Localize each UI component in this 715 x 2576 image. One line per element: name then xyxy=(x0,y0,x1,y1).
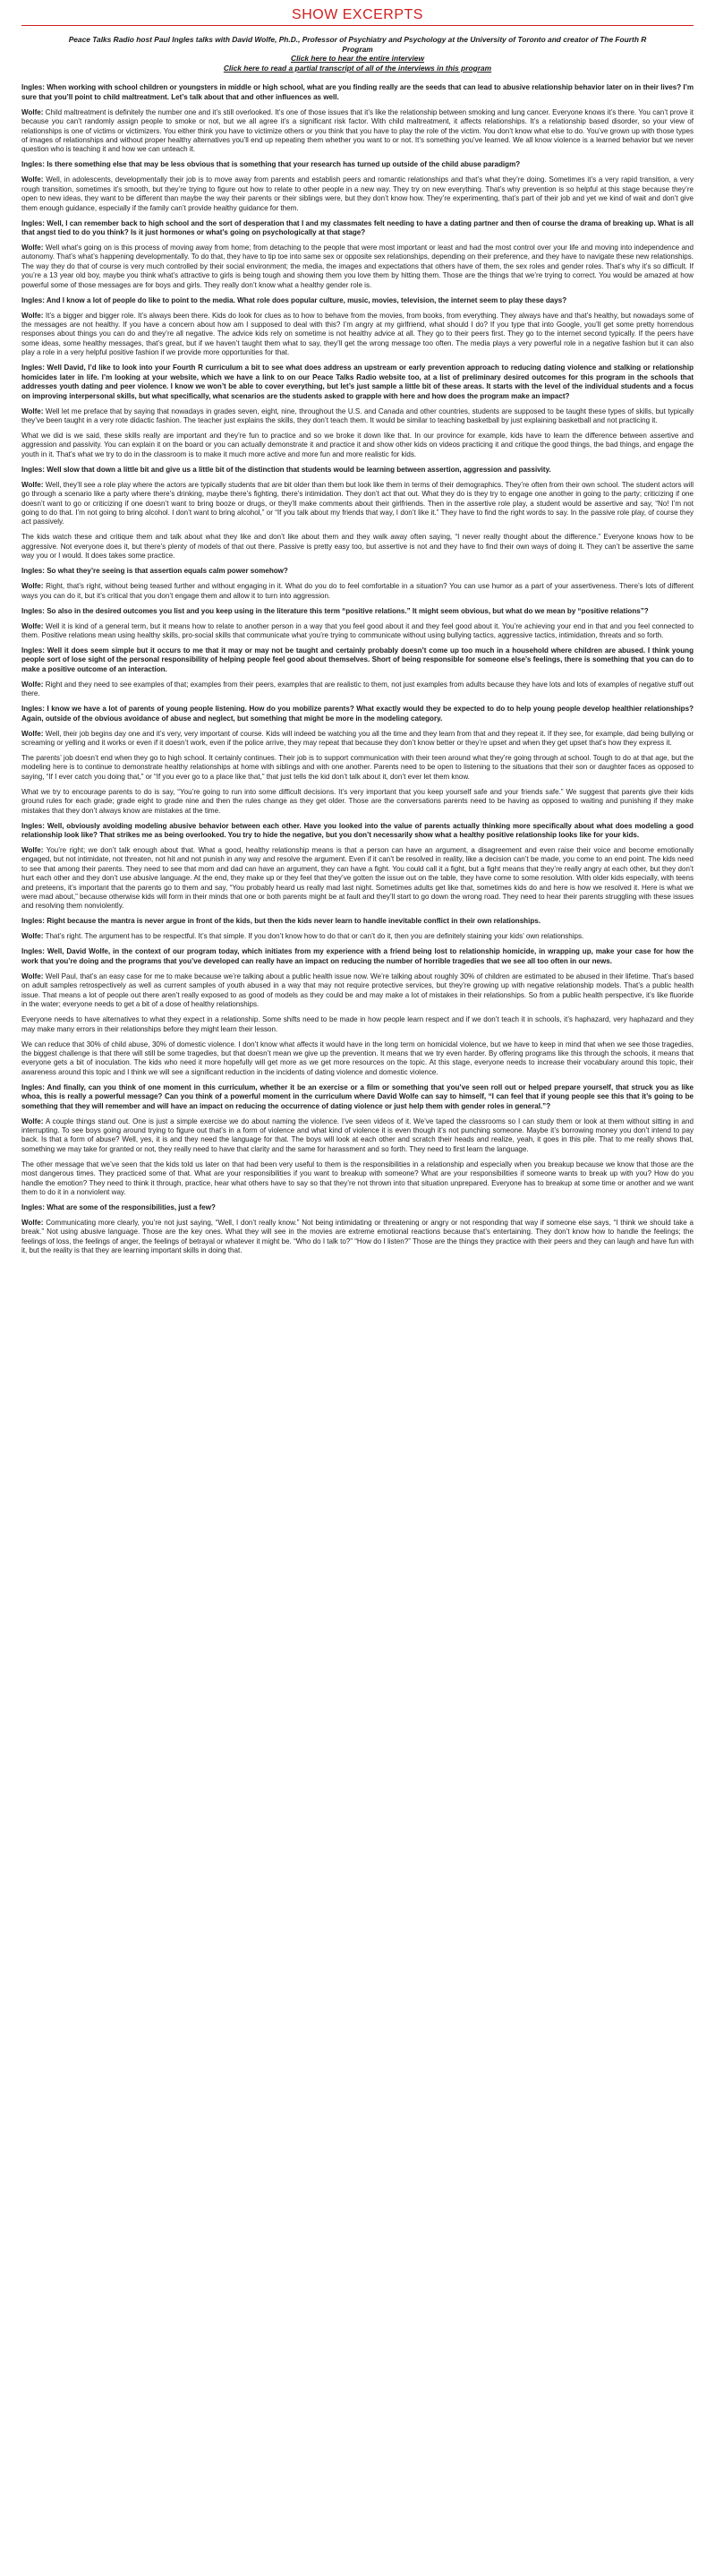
speaker-label: Ingles: xyxy=(21,83,45,92)
speaker-label: Wolfe: xyxy=(21,480,44,489)
speaker-label: Ingles: xyxy=(21,567,45,576)
speaker-label: Ingles: xyxy=(21,606,45,615)
question-paragraph xyxy=(21,917,694,926)
paragraph-text: What we try to encourage parents to do is say, “You’re going to run into some difficult decisions. It’s very important that you keep yourself safe and your friends safe.” We suggest that parents give their kids ground rules for each grade; grade eight to grade nine and then the rules change as they get older. Those are the conversations parents need to be having as opposed to waiting and punishing if they make mistakes that they don’t always know are mistakes at the time. xyxy=(21,787,694,815)
speaker-label: Ingles: xyxy=(21,218,45,227)
question-paragraph xyxy=(21,296,694,305)
paragraph-text: Well, they’ll see a role play where the actors are typically students that are bit older than them but look like them in terms of their demographics. They’re often from their own school. The student actors will go through a scenario like a party where there’s drinking, maybe there’s fighting, there’s intimidation. They don’t act that out. What they do is they try to engage one another in going to the party; criticizing if one doesn’t want to go or criticizing if one doesn’t want to bring booze or drugs, or they’ll make comments about their girlfriends. Then in the assertive role play, a student would be assertive and say, “No! I’m not going to do that. I’m not going to bring alcohol. I don’t want to bring alcohol,” or “If you talk about my friends that way, I don’t like it.” They have to find the right words to say. In the passive role play, of course they act passively. xyxy=(21,480,694,526)
paragraph-text: That’s right. The argument has to be respectful. It’s that simple. If you don’t know how to do that or can’t do it, then you are definitely staining your kids’ own relationships. xyxy=(45,932,584,941)
show-excerpts-page xyxy=(21,0,694,1256)
intro-description: Peace Talks Radio host Paul Ingles talks with David Wolfe, Ph.D., Professor of Psychiatry and Psychology at the University of Toronto and creator of The Fourth R Program xyxy=(68,35,647,54)
paragraph-text: Well it is kind of a general term, but it means how to relate to another person in a way that you feel good about it and they feel good about it. You’re achieving your end in that and you feel connected to them. Positive relations mean using healthy skills, pro-social skills that communicate what you’re trying to communicate without using bullying tactics, aggressive tactics, intimidation, threats and so forth. xyxy=(21,621,694,639)
answer-paragraph xyxy=(21,1040,694,1078)
answer-paragraph xyxy=(21,932,694,941)
answer-paragraph xyxy=(21,1117,694,1155)
question-paragraph xyxy=(21,160,694,169)
answer-paragraph xyxy=(21,533,694,561)
speaker-label: Wolfe: xyxy=(21,932,44,941)
answer-paragraph xyxy=(21,244,694,290)
answer-paragraph xyxy=(21,754,694,782)
speaker-label: Ingles: xyxy=(21,364,45,372)
paragraph-text: Communicating more clearly, you’re not just saying, “Well, I don’t really know.” Not being intimidating or threatening or angry or not responding that way if someone else says, “I think we should take a break.” Not using abusive language. Those are the key ones. What they will see in the movies are extreme emotional reactions because that’s entertaining. They don’t know how to handle the feelings; the feelings of loss, the feelings of anger, the feelings of betrayal or whatever it might be. “Who do I talk to?” “How do I listen?” Those are the things they practice with their peers and they can laugh and have fun with it, but the reality is that they are learning important skills in doing that. xyxy=(21,1218,694,1255)
question-paragraph xyxy=(21,646,694,674)
speaker-label: Ingles: xyxy=(21,160,45,169)
question-paragraph xyxy=(21,83,694,102)
speaker-label: Wolfe: xyxy=(21,680,44,689)
question-paragraph xyxy=(21,219,694,238)
answer-paragraph xyxy=(21,972,694,1010)
paragraph-text: Well, David Wolfe, in the context of our program today, which initiates from my experience with a friend being lost to relationship homicide, in wrapping up, make your case for how the work that you’re doing and the programs that you’ve developed can really have an impact on reducing the number of horrible tragedies that we see all too often in our news. xyxy=(21,947,694,965)
paragraph-text: Well slow that down a little bit and give us a little bit of the distinction that students would be learning between assertion, aggression and passivity. xyxy=(47,465,551,474)
answer-paragraph xyxy=(21,680,694,699)
answer-paragraph xyxy=(21,1160,694,1198)
speaker-label: Wolfe: xyxy=(21,621,44,630)
question-paragraph xyxy=(21,947,694,966)
answer-paragraph xyxy=(21,788,694,816)
question-paragraph xyxy=(21,1203,694,1212)
question-paragraph xyxy=(21,822,694,841)
paragraph-text: And I know a lot of people do like to point to the media. What role does popular culture, music, movies, television, the internet seem to play these days? xyxy=(46,295,567,304)
paragraph-text: We can reduce that 30% of child abuse, 30% of domestic violence. I don’t know what affects it would have in the long term on homicidal violence, but we have to keep in mind that when we see those tragedies, the biggest challenge is that there will still be some tragedies, but that doesn’t mean we give up the prevention. It means that we try even harder. By offering programs like this through the schools, it means that everyone gets a bit of inoculation. The kids who need it more hopefully will get more as we get more resources on the topic. At this stage, everyone needs to increase their vocabulary around this topic, their awareness around this topic and I think we will see a significant reduction in the incidents of dating violence and domestic violence. xyxy=(21,1040,694,1076)
speaker-label: Ingles: xyxy=(21,821,45,830)
answer-paragraph xyxy=(21,175,694,213)
paragraph-text: I know we have a lot of parents of young people listening. How do you mobilize parents? What exactly would they be expected to do to help young people develop healthier relationships? Again, outside of the obvious avoidance of abuse and neglect, but something that might be more in the modeling category. xyxy=(21,705,694,723)
speaker-label: Ingles: xyxy=(21,295,45,304)
answer-paragraph xyxy=(21,846,694,911)
listen-interview-link[interactable]: Click here to hear the entire interview xyxy=(291,54,424,64)
speaker-label: Wolfe: xyxy=(21,582,44,591)
answer-paragraph xyxy=(21,730,694,749)
answer-paragraph xyxy=(21,1219,694,1256)
paragraph-text: Well it does seem simple but it occurs to me that it may or may not be taught and certainly probably doesn’t come up too much in a household where children are abused. I think young people sort of lose sight of the personal responsibility of helping people feel good about themselves. Short of being responsible for someone else’s feelings, there is something that you can do to make a positive outcome of an interaction. xyxy=(21,646,694,673)
answer-paragraph xyxy=(21,1015,694,1034)
paragraph-text: Right, that’s right, without being teased further and without engaging in it. What do you do to feel comfortable in a situation? You can use humor as a part of your assertiveness. There’s lots of different ways you can do it, but it’s critical that you don’t engage them and allow it to turn into aggression. xyxy=(21,582,694,600)
question-paragraph xyxy=(21,466,694,475)
page-title: SHOW EXCERPTS xyxy=(292,7,423,22)
answer-paragraph xyxy=(21,432,694,459)
answer-paragraph xyxy=(21,407,694,426)
paragraph-text: So also in the desired outcomes you list and you keep using in the literature this term “positive relations.” It might seem obvious, but what do we mean by “positive relations”? xyxy=(47,606,649,615)
paragraph-text: Well, in adolescents, developmentally their job is to move away from parents and establish peers and romantic relationships and that’s what they’re doing. Sometimes it’s a very rapid transition, a very rough transition, sometimes it’s smooth, but they’re trying to figure out how to relate to other people in a new way. They try on new everything. That’s why prevention is so helpful at this stage because they’re open to new ideas, they want to be different than maybe the way their parents or their siblings were, but they don’t know how. They’re experimenting, that’s part of their job and yet we kind of wait and don’t give them enough guidance, especially if the family can’t provide healthy guidance for them. xyxy=(21,175,694,212)
paragraph-text: The kids watch these and critique them and talk about what they like and don’t like about them and they walk away often saying, “I never really thought about the difference.” Everyone knows how to be aggressive. Not everyone does it, but there’s plenty of models of that out there. Passive is pretty easy too, but assertive is not and they have to find their own ways of doing it. They can’t be assertive the same way you or I would. It does takes some practice. xyxy=(21,533,694,561)
answer-paragraph xyxy=(21,622,694,641)
speaker-label: Wolfe: xyxy=(21,311,44,320)
paragraph-text: Well, their job begins day one and it’s very, very important of course. Kids will indeed be watching you all the time and they learn from that and they repeat it. If they see, for example, dad being bullying or screaming or yelling and it works or even if it doesn’t work, even if the police arrive, they may repeat that because they don’t know better or they’re upset and when they get upset that’s how they express it. xyxy=(21,729,694,747)
paragraph-text: You’re right; we don’t talk enough about that. What a good, healthy relationship means is that a person can have an argument, a disagreement and even raise their voice and become emotionally engaged, but not intimidate, not threaten, not hit and not punish in any way and resolve the argument. Even if it can’t be resolved in reality, like a decision can’t be made, you come to an end point. The kids need to see that among their parents. They need to see that mom and dad can have an argument, they can have a fight. You could call it a fight, but a fight means that they’re really angry at each other, but they don’t hurt each other and they don’t use abusive language. At the end, they make up or they feel that they’ve gotten the issue out on the table, they have come to some resolution. With older kids especially, with teens and preteens, it’s important that the parents go to them and say, “You probably heard us really mad last night. Sometimes adults get like that, sometimes kids do and here is how we resolved it. Here is what we were mad about,” because otherwise kids will form in their minds that one or both parents might be at fault and they’ll start to go down the wrong road. They need to hear their parents struggling with these issues and resolving them nonviolently. xyxy=(21,846,694,911)
speaker-label: Wolfe: xyxy=(21,846,44,855)
paragraph-text: Well Paul, that’s an easy case for me to make because we’re talking about a public health issue now. We’re talking about roughly 30% of children are estimated to be abused in their lifetime. That’s based on adult samples retrospectively as well as current samples of youth abused in a way that may not require protective services, but they’re growing up with negative relationship models. That’s a public health issue. That means a lot of people out there aren’t really exposed to as good of models as they could be and may make a lot of mistakes in their relationships. So from a public health perspective, it’s like fluoride in the water; everyone needs to get a bit of a dose of healthy relationships. xyxy=(21,971,694,1009)
paragraph-text: Well David, I’d like to look into your Fourth R curriculum a bit to see what does address an upstream or early prevention approach to reducing dating violence and stalking or relationship homicides later in life. I’m looking at your website, which we have a link to on our Peace Talks Radio website too, at a list of preliminary desired outcomes for this program in the schools that addresses youth dating and peer violence. I know we won’t be able to cover everything, but let’s just sample a little bit of these areas. It starts with the level of the individual students and a focus on improving interpersonal skills, but what specifically, what scenarios are the students asked to grapple with here and how does the program make an impact? xyxy=(21,364,694,400)
paragraph-text: The other message that we’ve seen that the kids told us later on that had been very useful to them is the responsibilities in a relationship and especially when you breakup because we know that those are the most dangerous times. They practiced some of that. What are your responsibilities if you want to breakup with someone? What are your responsibilities if someone wants to break up with you? How do you handle the emotion? They need to think it through, practice, hear what others have to say so that they’re not thrown into that situation unprepared. Everyone has to breakup at some time or another and we want them to do it in a nonviolent way. xyxy=(21,1160,694,1196)
answer-paragraph xyxy=(21,481,694,527)
speaker-label: Wolfe: xyxy=(21,971,44,980)
paragraph-text: Well, obviously avoiding modeling abusive behavior between each other. Have you looked into the value of parents actually thinking more specifically about what does modeling a good relationship look like? That strikes me as being overlooked. You try to hide the negative, but you don’t necessarily show what a healthy positive relationship looks like for your kids. xyxy=(21,821,694,840)
answer-paragraph xyxy=(21,108,694,155)
paragraph-text: A couple things stand out. One is just a simple exercise we do about naming the violence. I’ve seen videos of it. We’ve taped the classrooms so I can study them or look at them without sitting in and interrupting. To see boys going around trying to figure out that’s in a form of violence and what kind of violence it is even though it’s not punching someone. Maybe it’s borrowing money you don’t intend to pay back. Is that a form of abuse? Well, yes, it is and they need the language for that. The boys will look at each other and scratch their heads and realize, yeah, it goes in this pile. That to me really shows that, something we may take for granted or not, they really need to have that clarity and the same for harassment and so forth. They need to first learn the language. xyxy=(21,1117,694,1153)
speaker-label: Wolfe: xyxy=(21,244,44,252)
speaker-label: Ingles: xyxy=(21,646,45,655)
transcript xyxy=(21,83,694,1255)
question-paragraph xyxy=(21,607,694,616)
paragraph-text: It’s a bigger and bigger role. It’s always been there. Kids do look for clues as to how to behave from the movies, from books, from everything. They always have and that’s healthy, but nowadays some of the messages are not healthy. If you have a concern about how am I supposed to deal with this? I’m angry at my girlfriend, what should I do? If you type that into Google, you’ll get some pretty horrendous responses about things you can do and they’re all negative. The advice kids rely on sometime is not healthy advice at all. They go to their peers first. They go to the internet second typically. If the peers have some ideas, some healthy messages, that’s great, but if we haven’t taught them what to say, they’ll get the wrong message too often. The media plays a very powerful role in a negative fashion but it can also play a role in a very helpful positive fashion if we provide more opportunities for that. xyxy=(21,311,694,357)
speaker-label: Wolfe: xyxy=(21,407,44,415)
question-paragraph xyxy=(21,567,694,576)
paragraph-text: Is there something else that may be less obvious that is something that your research has turned up outside of the child abuse paradigm? xyxy=(47,160,521,169)
speaker-label: Ingles: xyxy=(21,947,45,956)
answer-paragraph xyxy=(21,312,694,358)
speaker-label: Ingles: xyxy=(21,1202,45,1211)
question-paragraph xyxy=(21,364,694,401)
paragraph-text: What are some of the responsibilities, just a few? xyxy=(47,1202,216,1211)
paragraph-text: Well let me preface that by saying that nowadays in grades seven, eight, nine, throughout the U.S. and Canada and other countries, students are supposed to be taught these types of skills, but typically they’ve been taught in a very rote didactic fashion. The teacher just explains the skills, they don’t teach them. It would be similar to teaching basketball by just explaining basketball and not practicing it. xyxy=(21,407,694,424)
intro-block xyxy=(57,35,658,73)
speaker-label: Ingles: xyxy=(21,705,45,714)
paragraph-text: The parents’ job doesn’t end when they go to high school. It certainly continues. Their job is to support communication with their teen around what they’re going through at school. Tough to do at that age, but the modeling here is to continue to demonstrate healthy relationships at home with siblings and with one another. Parents need to be open to listening to the situations that their son or daughter faces as opposed to saying, “If I ever catch you doing that,” or “If you ever go to a place like that,” that just tells the kid don’t talk about it, don’t ever let them know. xyxy=(21,754,694,781)
speaker-label: Wolfe: xyxy=(21,1117,44,1125)
paragraph-text: So what they’re seeing is that assertion equals calm power somehow? xyxy=(47,567,288,576)
title-divider xyxy=(21,25,694,26)
paragraph-text: When working with school children or youngsters in middle or high school, what are you finding really are the seeds that can lead to abusive relationship behavior later on in their lives? I’m sure that you’ll point to child maltreatment. Let’s talk about that and other influences as well. xyxy=(21,83,694,101)
speaker-label: Ingles: xyxy=(21,1083,45,1091)
speaker-label: Wolfe: xyxy=(21,729,44,738)
paragraph-text: And finally, can you think of one moment in this curriculum, whether it be an exercise or a film or something that you’ve seen roll out or helped prepare yourself, that struck you as like whoa, this is really a powerful message? Can you think of a powerful moment in the curriculum where David Wolfe can say to himself, “I can feel that if young people see this that it’s going to be something that they will remember and will have an impact on reducing the occurrence of dating violence or just help them with gender roles in general.”? xyxy=(21,1083,694,1110)
speaker-label: Ingles: xyxy=(21,917,45,926)
speaker-label: Ingles: xyxy=(21,465,45,474)
speaker-label: Wolfe: xyxy=(21,175,44,184)
paragraph-text: Well what’s going on is this process of moving away from home; from detaching to the people that were most important or least and had the most control over your life and moving into independence and autonomy. That’s what’s happening developmentally. To do that, they have to tip toe into same sex or opposite sex relationships, depending on their preference, and they have to navigate these new relationships. The way they do that of course is very much controlled by their social environment; the media, the images and expectations that others have of them, the sex roles and gender roles. That’s why it’s so difficult. If you’re a 13 year old boy, maybe you think what’s attractive to girls is being tough and showing them you love them by hitting them. Those are the things that we’re trying to correct. You would be amazed at how powerful some of those messages are for boys and girls. They really don’t know what a healthy gender role is. xyxy=(21,244,694,289)
paragraph-text: Child maltreatment is definitely the number one and it’s still overlooked. It’s one of those issues that it’s like the relationship between smoking and lung cancer. Everyone knows it’s there. You can’t prove it because you can’t randomly assign people to smoke or not, but we all agree it’s a significant risk factor. With child maltreatment, it affects relationships. It’s a relationship based disorder, so your view of relationships is one of victims or victimizers. You either think you have to victimize others or you think that you have to play the role of the victim. You don’t know what else to do. You’ve grown up with those types of images of relationships and without proper healthy alternatives you’ll end up repeating them whether you want to or not. It’s something you’ve learned. We all know violence is a learned behavior but we never question who is teaching it and how we can unteach it. xyxy=(21,107,694,154)
paragraph-text: What we did is we said, these skills really are important and they’re fun to practice and so we broke it down like that. In our province for example, kids have to learn the difference between assertive and aggression and passivity. You can explain it on the board or you can actually demonstrate it and practice it and show other kids on videos practicing it and critique the good things, the bad things, and engage the youth in it. That’s what we try to do in the classroom is to make it much more active and more fun and more realistic for kids. xyxy=(21,431,694,458)
read-transcript-link[interactable]: Click here to read a partial transcript of all of the interviews in this program xyxy=(223,63,492,73)
paragraph-text: Well, I can remember back to high school and the sort of desperation that I and my classmates felt needing to have a dating partner and then of course the drama of breaking up. What is all that angst tied to do you think? Is it just hormones or what’s going on psychologically at that stage? xyxy=(21,218,694,237)
answer-paragraph xyxy=(21,582,694,601)
speaker-label: Wolfe: xyxy=(21,1218,44,1227)
paragraph-text: Right because the mantra is never argue in front of the kids, but then the kids never learn to handle inevitable conflict in their own relationships. xyxy=(47,917,541,926)
question-paragraph xyxy=(21,1083,694,1111)
speaker-label: Wolfe: xyxy=(21,107,44,116)
paragraph-text: Right and they need to see examples of that; examples from their peers, examples that are realistic to them, not just examples from adults because they have lots and lots of examples of negative stuff out there. xyxy=(21,680,694,698)
paragraph-text: Everyone needs to have alternatives to what they expect in a relationship. Some shifts need to be made in how people learn respect and if we don’t teach it in schools, it’s haphazard, very haphazard and they may make many errors in their relationships before they might learn their lesson. xyxy=(21,1015,694,1033)
question-paragraph xyxy=(21,705,694,723)
